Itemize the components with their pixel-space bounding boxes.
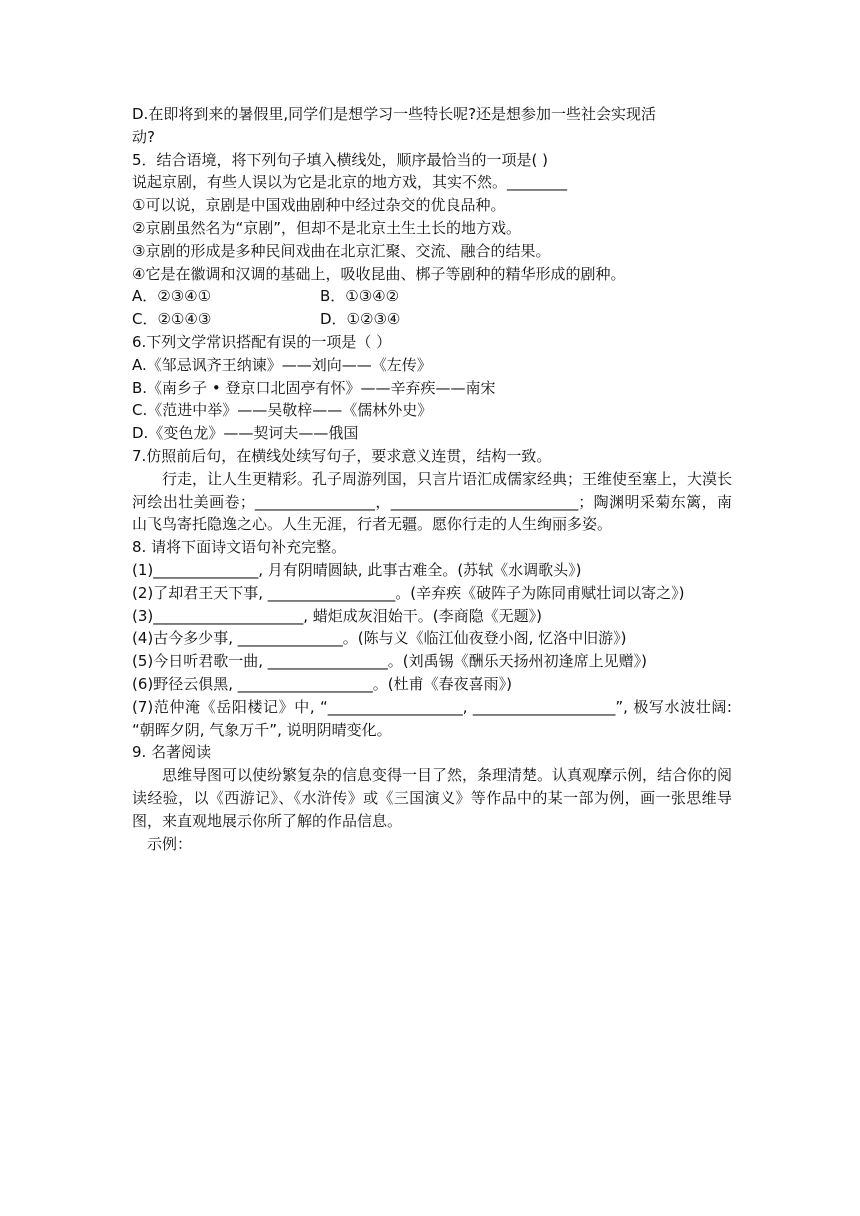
- q5-sentence-2: ②京剧虽然名为“京剧”，但却不是北京土生土长的地方戏。: [132, 218, 521, 237]
- q6-option-b: B.《南乡子 • 登京口北固亭有怀》——辛弃疾——南宋: [132, 378, 496, 397]
- q5-option-b: B．①③④②: [320, 287, 400, 306]
- q8-item-5: (5)今日听君歌一曲, ________________。(刘禹锡《酬乐天扬州初逢席上见赠》): [132, 652, 647, 671]
- q8-item-1: (1)______________, 月有阴晴圆缺, 此事古难全。(苏轼《水调歌头》): [132, 560, 582, 579]
- q8-stem: 8. 请将下面诗文语句补充完整。: [132, 538, 347, 557]
- q6-option-d: D.《变色龙》——契诃夫——俄国: [132, 424, 359, 443]
- q4-option-d-line1: D.在即将到来的暑假里,同学们是想学习一些特长呢?还是想参加一些社会实现活: [132, 105, 657, 123]
- q5-sentence-1: ①可以说，京剧是中国戏曲剧种中经过杂交的优良品种。: [132, 196, 506, 215]
- q5-stem: 5．结合语境，将下列句子填入横线处，顺序最恰当的一项是( ): [132, 150, 549, 169]
- q5-options-row-1: [132, 285, 732, 308]
- q5-options-row-2: [132, 308, 732, 331]
- q4-option-d-line2: 动?: [132, 127, 155, 146]
- q9-paragraph: 思维导图可以使纷繁复杂的信息变得一目了然，条理清楚。认真观摩示例，结合你的阅读经验，以《西游记》、《水浒传》或《三国演义》等作品中的某一部为例，画一张思维导图，来直观地展示你所了解的作品信息。: [132, 766, 733, 830]
- q5-sentence-4: ④它是在徽调和汉调的基础上，吸收昆曲、梆子等剧种的精华形成的剧种。: [132, 264, 626, 283]
- q9-example-label: 示例：: [147, 834, 193, 853]
- q5-context: 说起京剧，有些人误以为它是北京的地方戏，其实不然。________: [132, 173, 568, 192]
- q6-option-c: C.《范进中举》——吴敬梓——《儒林外史》: [132, 401, 433, 420]
- q5-option-a: A．②③④①: [132, 287, 212, 306]
- q6-option-a: A.《邹忌讽齐王纳谏》——刘向——《左传》: [132, 355, 432, 374]
- q8-item-4: (4)古今多少事, ______________。(陈与义《临江仙夜登小阁, 忆洛中旧游》): [132, 629, 627, 648]
- q8-item-7: (7)范仲淹《岳阳楼记》中, “__________________, ___________________”, 极写水波壮阔: “朝晖夕阴, 气象万千”, 说明阴晴变化。: [132, 697, 732, 739]
- q8-item-3: (3)____________________, 蜡炬成灰泪始干。(李商隐《无题》): [132, 606, 542, 625]
- q8-item-6: (6)野径云俱黑, __________________。(杜甫《春夜喜雨》): [132, 674, 512, 693]
- q8-item-2: (2)了却君王天下事, _________________。(辛弃疾《破阵子为陈同甫赋壮词以寄之》): [132, 583, 685, 602]
- q5-sentence-3: ③京剧的形成是多种民间戏曲在北京汇聚、交流、融合的结果。: [132, 241, 551, 260]
- q5-option-d: D．①②③④: [320, 310, 401, 329]
- q6-stem: 6.下列文学常识搭配有误的一项是（ ）: [132, 332, 392, 351]
- q7-paragraph: 行走，让人生更精彩。孔子周游列国，只言片语汇成儒家经典；王维使至塞上，大漠长河绘出壮美画卷；________________，_________________________；陶渊明采菊东篱，南山飞鸟寄托隐逸之心。人生无涯，行者无疆。愿你行走的人生绚丽多姿。: [132, 469, 733, 534]
- q5-option-c: C．②①④③: [132, 310, 212, 329]
- exam-page: [132, 103, 732, 855]
- q7-stem: 7.仿照前后句，在横线处续写句子，要求意义连贯，结构一致。: [132, 446, 552, 465]
- q9-stem: 9. 名著阅读: [132, 743, 212, 762]
